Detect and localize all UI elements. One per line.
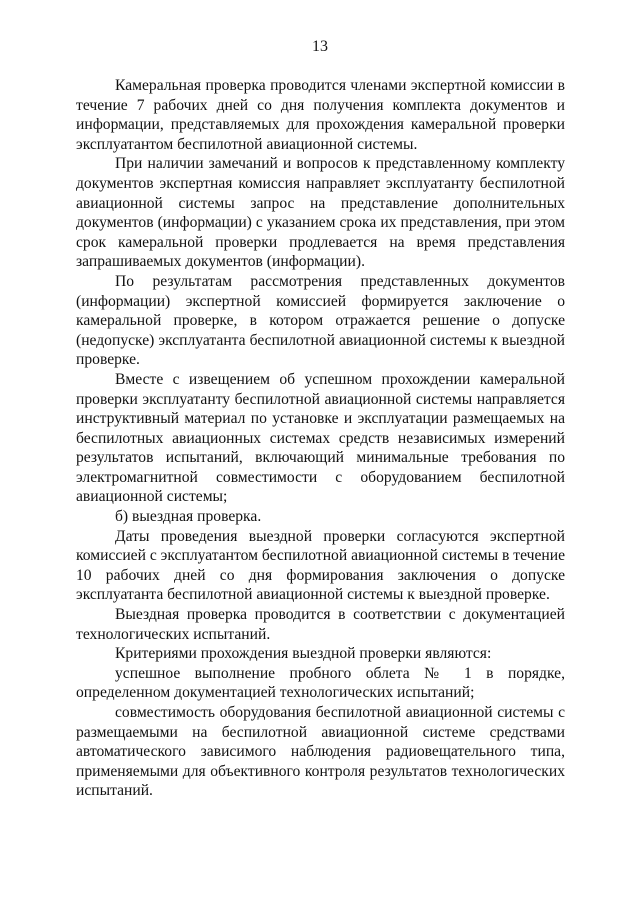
paragraph-field-inspection-procedure: Выездная проверка проводится в соответствии с документацией технологических испытаний. (76, 606, 565, 643)
paragraph-criterion-test-flight: успешное выполнение пробного облета № 1 в порядке, определенном документацией технологических испытаний; (76, 664, 565, 702)
paragraph-field-inspection-dates: Даты проведения выездной проверки согласуются экспертной комиссией с эксплуатантом беспилотной авиационной системы в течение 10 рабочих дней со дня формирования заключения о допуске эксплуатанта беспилотной авиационной системы к выездной проверке. (76, 527, 565, 604)
paragraph-instructional-material: Вместе с извещением об успешном прохождении камеральной проверки эксплуатанту беспилотной авиационной системы направляется инструктивный материал по установке и эксплуатации размещаемых на беспилотных авиационных системах средств независимых измерений результатов испытаний, включающий минимальные требования по электромагнитной совместимости с оборудованием беспилотной авиационной системы; (76, 370, 565, 506)
paragraph-criterion-compatibility: совместимость оборудования беспилотной авиационной системы с размещаемыми на беспилотной авиационной системе средствами автоматического зависимого наблюдения радиовещательного типа, применяемыми для объективного контроля результатов технологических испытаний. (76, 704, 565, 800)
page-number: 13 (312, 38, 328, 55)
paragraph-desk-review-conclusion: По результатам рассмотрения представленных документов (информации) экспертной комиссией формируется заключение о камеральной проверке, в котором отражается решение о допуске (недопуске) эксплуатанта беспилотной авиационной системы к выездной проверке. (76, 272, 565, 369)
paragraph-desk-review-term: Камеральная проверка проводится членами экспертной комиссии в течение 7 рабочих дней со дня получения комплекта документов и информации, представляемых для прохождения камеральной проверки эксплуатантом беспилотной авиационной системы. (76, 77, 565, 153)
document-body (76, 76, 565, 801)
paragraph-field-inspection-heading: б) выездная проверка. (115, 508, 262, 526)
paragraph-additional-documents-request: При наличии замечаний и вопросов к представленному комплекту документов экспертная комиссия направляет эксплуатанту беспилотной авиационной системы запрос на представление дополнительных документов (информации) с указанием срока их представления, при этом срок камеральной проверки продлевается на время представления запрашиваемых документов (информации). (76, 155, 565, 271)
paragraph-criteria-intro: Критериями прохождения выездной проверки являются: (115, 645, 492, 663)
